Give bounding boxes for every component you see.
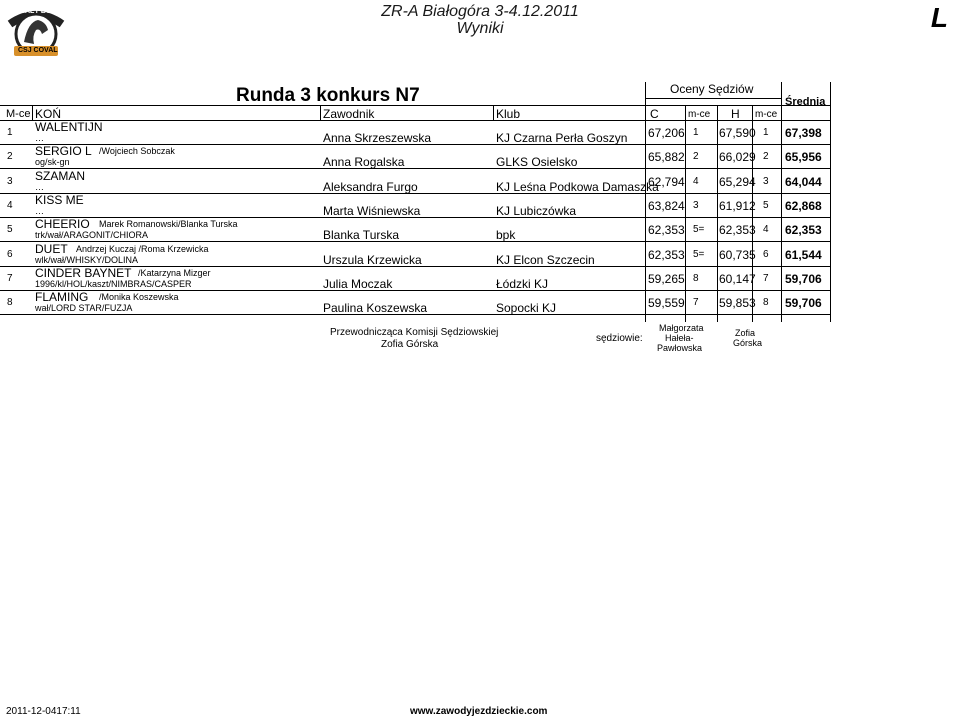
- club-name: KJ Leśna Podkowa Damaszka: [496, 179, 659, 194]
- judge1-line2: Hałeła-: [665, 333, 694, 343]
- club-name: bpk: [496, 228, 516, 243]
- chair-label: Przewodnicząca Komisji Sędziowskiej: [330, 327, 499, 338]
- horse-name: CHEERIO: [35, 217, 90, 232]
- place-c: 5=: [693, 248, 705, 260]
- table-row: [0, 120, 830, 144]
- horse-name: CINDER BAYNET: [35, 265, 132, 280]
- club-name: KJ Lubiczówka: [496, 203, 577, 218]
- table-row: [0, 193, 830, 217]
- row-place: 5: [7, 224, 13, 236]
- website-link[interactable]: www.zawodyjezdzieckie.com: [410, 706, 548, 717]
- table-row: [0, 266, 830, 290]
- rider-name: Aleksandra Furgo: [323, 179, 418, 194]
- row-place: 7: [7, 272, 13, 284]
- average-score: 62,868: [785, 198, 822, 213]
- judges-label: sędziowie:: [596, 333, 643, 344]
- horse-pedigree: …: [35, 133, 44, 143]
- place-c: 4: [693, 175, 699, 187]
- class-letter: L: [930, 2, 948, 33]
- place-h: 8: [763, 297, 769, 309]
- horse-name: SZAMAN: [35, 168, 86, 183]
- row-place: 6: [7, 248, 13, 260]
- place-h: 1: [763, 127, 769, 138]
- place-c: 5=: [693, 224, 705, 236]
- logo-text-bottom: CSJ COVAL: [18, 47, 58, 54]
- place-c: 2: [693, 151, 699, 163]
- score-h: 62,353: [719, 223, 756, 238]
- score-h: 67,590: [719, 126, 756, 140]
- place-h: 3: [763, 175, 769, 187]
- place-h: 6: [763, 248, 769, 260]
- event-title: ZR-A Białogóra 3-4.12.2011: [381, 3, 579, 20]
- horse-pedigree: …: [35, 181, 44, 192]
- place-c: 3: [693, 199, 699, 211]
- horse-name: SERGIO L: [35, 144, 92, 159]
- rider-name: Blanka Turska: [323, 228, 400, 243]
- average-score: 59,706: [785, 296, 822, 311]
- score-h: 65,294: [719, 174, 756, 189]
- horse-owner: /Katarzyna Mizger: [138, 267, 211, 278]
- table-row: [0, 242, 830, 266]
- average-score: 67,398: [785, 126, 822, 140]
- score-h: 60,735: [719, 247, 756, 262]
- score-h: 60,147: [719, 271, 756, 286]
- horse-owner: /Monika Koszewska: [99, 292, 179, 303]
- col-place: M-ce: [6, 108, 31, 120]
- average-score: 59,706: [785, 271, 822, 286]
- judge2-line2: Górska: [733, 338, 763, 348]
- score-c: 67,206: [648, 126, 685, 140]
- chair-name: Zofia Górska: [381, 339, 439, 350]
- table-row: [0, 169, 830, 193]
- logo-text-top: BIAŁY BÓR: [18, 8, 57, 15]
- horse-name: WALENTIJN: [35, 120, 103, 134]
- col-rider: Zawodnik: [323, 107, 375, 121]
- score-c: 62,794: [648, 174, 685, 189]
- average-score: 65,956: [785, 150, 822, 165]
- col-horse: KOŃ: [35, 107, 62, 121]
- results-subtitle: Wyniki: [456, 20, 504, 37]
- score-c: 65,882: [648, 150, 685, 165]
- score-c: 62,353: [648, 223, 685, 238]
- score-h: 61,912: [719, 198, 756, 213]
- club-name: Sopocki KJ: [496, 301, 557, 316]
- col-h-place: m-ce: [755, 109, 778, 120]
- col-h: H: [731, 107, 740, 121]
- col-club: Klub: [496, 107, 521, 121]
- score-h: 66,029: [719, 150, 756, 165]
- place-c: 8: [693, 272, 699, 284]
- horse-pedigree: og/sk-gn: [35, 157, 70, 168]
- rider-name: Marta Wiśniewska: [323, 203, 421, 218]
- judge1-line3: Pawłowska: [657, 343, 703, 353]
- place-c: 1: [693, 127, 699, 138]
- rider-name: Anna Skrzeszewska: [323, 131, 432, 145]
- judge1-line1: Małgorzata: [659, 323, 704, 333]
- place-h: 5: [763, 199, 769, 211]
- score-c: 62,353: [648, 247, 685, 262]
- table-row: [0, 144, 830, 168]
- club-name: KJ Elcon Szczecin: [496, 252, 595, 267]
- judge2-line1: Zofia: [735, 328, 756, 338]
- average-score: 62,353: [785, 223, 822, 238]
- average-score: 61,544: [785, 247, 822, 262]
- place-h: 7: [763, 272, 769, 284]
- horse-pedigree: wał/LORD STAR/FUZJA: [35, 303, 133, 314]
- horse-owner: Andrzej Kuczaj /Roma Krzewicka: [76, 243, 209, 254]
- place-h: 2: [763, 151, 769, 163]
- horse-pedigree: wlk/wał/WHISKY/DOLINA: [35, 254, 139, 265]
- score-c: 59,559: [648, 296, 685, 311]
- score-h: 59,853: [719, 296, 756, 311]
- row-place: 2: [7, 151, 13, 163]
- horse-pedigree: trk/wał/ARAGONIT/CHIORA: [35, 230, 149, 241]
- horse-name: FLAMING: [35, 290, 89, 305]
- horse-owner: Marek Romanowski/Blanka Turska: [99, 219, 238, 230]
- table-row: [0, 217, 830, 241]
- col-c: C: [650, 107, 659, 121]
- club-name: Łódzki KJ: [496, 276, 549, 291]
- table-row: [0, 290, 830, 314]
- rider-name: Paulina Koszewska: [323, 301, 428, 316]
- rider-name: Urszula Krzewicka: [323, 252, 422, 267]
- place-h: 4: [763, 224, 769, 236]
- score-c: 63,824: [648, 198, 685, 213]
- horse-name: DUET: [35, 241, 68, 256]
- club-name: KJ Czarna Perła Goszyn: [496, 131, 628, 145]
- score-c: 59,265: [648, 271, 685, 286]
- judges-scores-label: Oceny Sędziów: [670, 82, 754, 96]
- row-divider: [0, 314, 830, 315]
- col-c-place: m-ce: [688, 109, 711, 120]
- competition-title: Runda 3 konkurs N7: [236, 85, 420, 106]
- average-score: 64,044: [785, 174, 822, 189]
- place-c: 7: [693, 297, 699, 309]
- club-name: GLKS Osielsko: [496, 155, 578, 170]
- rider-name: Julia Moczak: [323, 276, 393, 291]
- print-timestamp: 2011-12-0417:11: [6, 706, 81, 717]
- horse-owner: /Wojciech Sobczak: [99, 146, 175, 157]
- row-place: 4: [7, 199, 13, 211]
- row-place: 8: [7, 297, 13, 309]
- horse-pedigree: 1996/kl/HOL/kaszt/NIMBRAS/CASPER: [35, 278, 192, 289]
- horse-pedigree: …: [35, 205, 44, 216]
- row-place: 3: [7, 175, 13, 187]
- rider-name: Anna Rogalska: [323, 155, 405, 170]
- average-label: Średnia: [785, 96, 826, 108]
- row-place: 1: [7, 127, 13, 138]
- horse-name: KISS ME: [35, 192, 84, 207]
